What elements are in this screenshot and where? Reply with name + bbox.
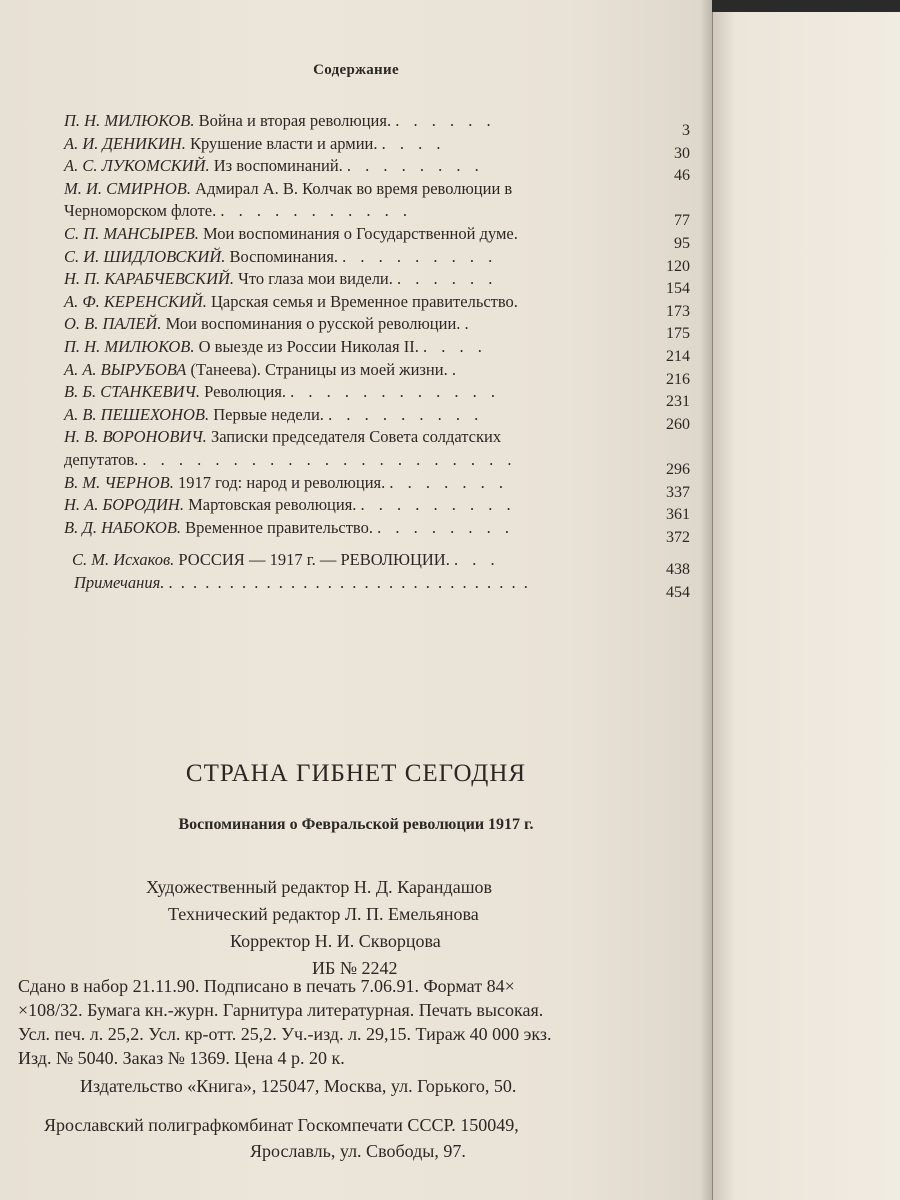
toc-author: А. В. ПЕШЕХОНОВ.	[64, 404, 210, 424]
toc-leader: . . . . . .	[397, 269, 498, 289]
toc-title: Война и вторая революция.	[198, 111, 392, 130]
toc-page-number: 30	[674, 144, 690, 162]
toc-leader: . . . .	[381, 133, 446, 153]
toc-leader: . . . . . . . .	[346, 156, 484, 176]
toc-leader: . . . . . . . . . . . .	[290, 382, 501, 402]
toc-page-number: 173	[666, 302, 690, 320]
toc-entry	[64, 178, 694, 201]
toc-title: Мои воспоминания о Государственной думе.	[203, 223, 518, 243]
toc-page-number: 296	[666, 460, 690, 478]
toc-leader: . . . . . . .	[389, 472, 508, 492]
toc-author: В. Б. СТАНКЕВИЧ.	[64, 382, 200, 402]
toc-page-number: 216	[666, 370, 690, 388]
toc-title: Из воспоминаний.	[213, 156, 343, 176]
toc-leader: .	[464, 314, 474, 334]
toc-author: С. П. МАНСЫРЕВ.	[64, 223, 199, 243]
toc-author: П. Н. МИЛЮКОВ.	[64, 111, 195, 130]
toc-entry	[64, 110, 694, 139]
toc-entry	[64, 155, 694, 185]
corrector-line: Корректор Н. И. Скворцова	[230, 931, 441, 951]
toc-leader: . . . . . . . . .	[328, 404, 484, 424]
toc-entry	[64, 572, 694, 601]
toc-title: О выезде из России Николая II.	[198, 336, 419, 356]
toc-author: О. В. ПАЛЕЙ.	[64, 314, 162, 334]
toc-page-number: 95	[674, 234, 690, 252]
toc-entry	[64, 268, 694, 298]
toc-title: Воспоминания.	[229, 246, 339, 266]
toc-page-number: 120	[666, 257, 690, 275]
toc-title: Первые недели.	[213, 404, 324, 424]
toc-page-number: 372	[666, 528, 690, 546]
toc-title: Временное правительство.	[185, 517, 373, 537]
toc-leader: . . . . . . . . .	[342, 246, 498, 266]
toc-author: В. М. ЧЕРНОВ.	[64, 472, 174, 492]
toc-author: С. М. Исхаков.	[72, 550, 175, 570]
toc-entry	[64, 291, 694, 320]
toc-title: депутатов.	[64, 449, 139, 469]
toc-author: Н. В. ВОРОНОВИЧ.	[64, 427, 207, 447]
toc-leader: . . . . . . . . . . . . . . . . . . . . . . . . . . . . . .	[168, 572, 530, 592]
toc-title: Крушение власти и армии.	[189, 133, 378, 153]
toc-page-number: 154	[666, 280, 690, 298]
toc-author: М. И. СМИРНОВ.	[64, 178, 191, 198]
book-subtitle: Воспоминания о Февральской революции 1917 г.	[178, 816, 534, 833]
toc-entry	[64, 336, 694, 365]
toc-leader: . . . . . . . . .	[360, 495, 516, 515]
toc-title: Революция.	[204, 382, 287, 402]
toc-entry	[64, 246, 694, 275]
imprint-line: Изд. № 5040. Заказ № 1369. Цена 4 р. 20 к.	[18, 1048, 345, 1068]
toc-page-number: 260	[666, 415, 690, 433]
toc-leader: . . . . . . . . . . . . . . . . . . . . .	[142, 449, 517, 469]
toc-entry	[64, 223, 694, 252]
toc-title: Черноморском флоте.	[64, 201, 217, 221]
toc-title: Мартовская революция.	[188, 495, 357, 515]
toc-author: Н. П. КАРАБЧЕВСКИЙ.	[64, 269, 235, 289]
adjacent-blank-page	[712, 12, 900, 1200]
credits-block	[0, 874, 712, 982]
toc-author: А. С. ЛУКОМСКИЙ.	[64, 156, 210, 176]
toc-page-number: 361	[666, 506, 690, 524]
toc-entry	[64, 404, 694, 433]
toc-page-number: 77	[674, 212, 690, 230]
toc-author: А. Ф. КЕРЕНСКИЙ.	[64, 291, 207, 311]
toc-entry	[64, 449, 694, 478]
table-of-contents	[64, 110, 694, 601]
toc-entry	[64, 381, 694, 411]
toc-entry	[64, 472, 694, 501]
toc-author: А. А. ВЫРУБОВА	[64, 359, 187, 379]
toc-title: (Танеева). Страницы из моей жизни.	[190, 359, 448, 379]
toc-page-number: 3	[682, 122, 690, 139]
toc-entry	[64, 426, 694, 449]
toc-title: Царская семья и Временное правительство.	[211, 291, 518, 311]
toc-page-number: 337	[666, 483, 690, 501]
toc-entry	[64, 359, 694, 388]
toc-title: Адмирал А. В. Колчак во время революции в	[195, 178, 513, 198]
toc-leader: . . . . . .	[395, 111, 496, 130]
toc-title: Мои воспоминания о русской революции.	[165, 314, 461, 334]
toc-entry	[64, 133, 694, 162]
toc-leader: . . . . . . . .	[377, 517, 514, 537]
printer-address: Ярославль, ул. Свободы, 97.	[250, 1141, 466, 1161]
imprint-block	[18, 974, 698, 1070]
printer-line: Ярославский полиграфкомбинат Госкомпечати СССР. 150049,	[44, 1115, 519, 1135]
toc-leader: . . .	[453, 550, 500, 570]
printer-block	[44, 1112, 519, 1164]
art-editor-line: Художественный редактор Н. Д. Карандашов	[146, 877, 493, 897]
imprint-line: ×108/32. Бумага кн.-журн. Гарнитура литературная. Печать высокая.	[18, 1000, 544, 1020]
toc-author: В. Д. НАБОКОВ.	[64, 517, 182, 537]
toc-page-number: 214	[666, 347, 690, 365]
toc-entry	[64, 313, 694, 343]
page-gutter-shadow	[700, 0, 712, 1200]
toc-author: П. Н. МИЛЮКОВ.	[64, 336, 195, 356]
toc-page-number: 46	[674, 167, 690, 185]
toc-leader: .	[451, 359, 461, 379]
toc-title: РОССИЯ — 1917 г. — РЕВОЛЮЦИИ.	[178, 550, 450, 570]
toc-heading: Содержание	[313, 62, 399, 78]
toc-author: Н. А. БОРОДИН.	[64, 495, 184, 515]
toc-author: А. И. ДЕНИКИН.	[64, 133, 186, 153]
toc-title: 1917 год: народ и революция.	[178, 472, 386, 492]
toc-page-number: 175	[666, 325, 690, 343]
toc-leader: . . . . . . . . . . .	[220, 201, 412, 221]
imprint-line: Усл. печ. л. 25,2. Усл. кр-отт. 25,2. Уч.-изд. л. 29,15. Тираж 40 000 экз.	[18, 1024, 552, 1044]
toc-leader: . . . .	[422, 336, 487, 356]
toc-page-number: 231	[666, 393, 690, 411]
toc-entry	[64, 494, 694, 524]
ib-number: ИБ № 2242	[312, 958, 398, 978]
toc-entry	[64, 517, 694, 546]
toc-page-number: 454	[666, 583, 690, 601]
toc-title: Записки председателя Совета солдатских	[210, 427, 502, 447]
imprint-line: Сдано в набор 21.11.90. Подписано в печать 7.06.91. Формат 84×	[18, 976, 515, 996]
toc-entry	[64, 549, 694, 579]
tech-editor-line: Технический редактор Л. П. Емельянова	[168, 904, 479, 924]
toc-title: Что глаза мои видели.	[238, 269, 393, 289]
toc-entry	[64, 200, 694, 230]
book-title: СТРАНА ГИБНЕТ СЕГОДНЯ	[185, 760, 527, 787]
toc-page-number: 438	[666, 561, 690, 579]
toc-author: С. И. ШИДЛОВСКИЙ.	[64, 246, 226, 266]
publisher-line: Издательство «Книга», 125047, Москва, ул. Горького, 50.	[80, 1076, 517, 1096]
toc-title: Примечания.	[74, 572, 165, 592]
